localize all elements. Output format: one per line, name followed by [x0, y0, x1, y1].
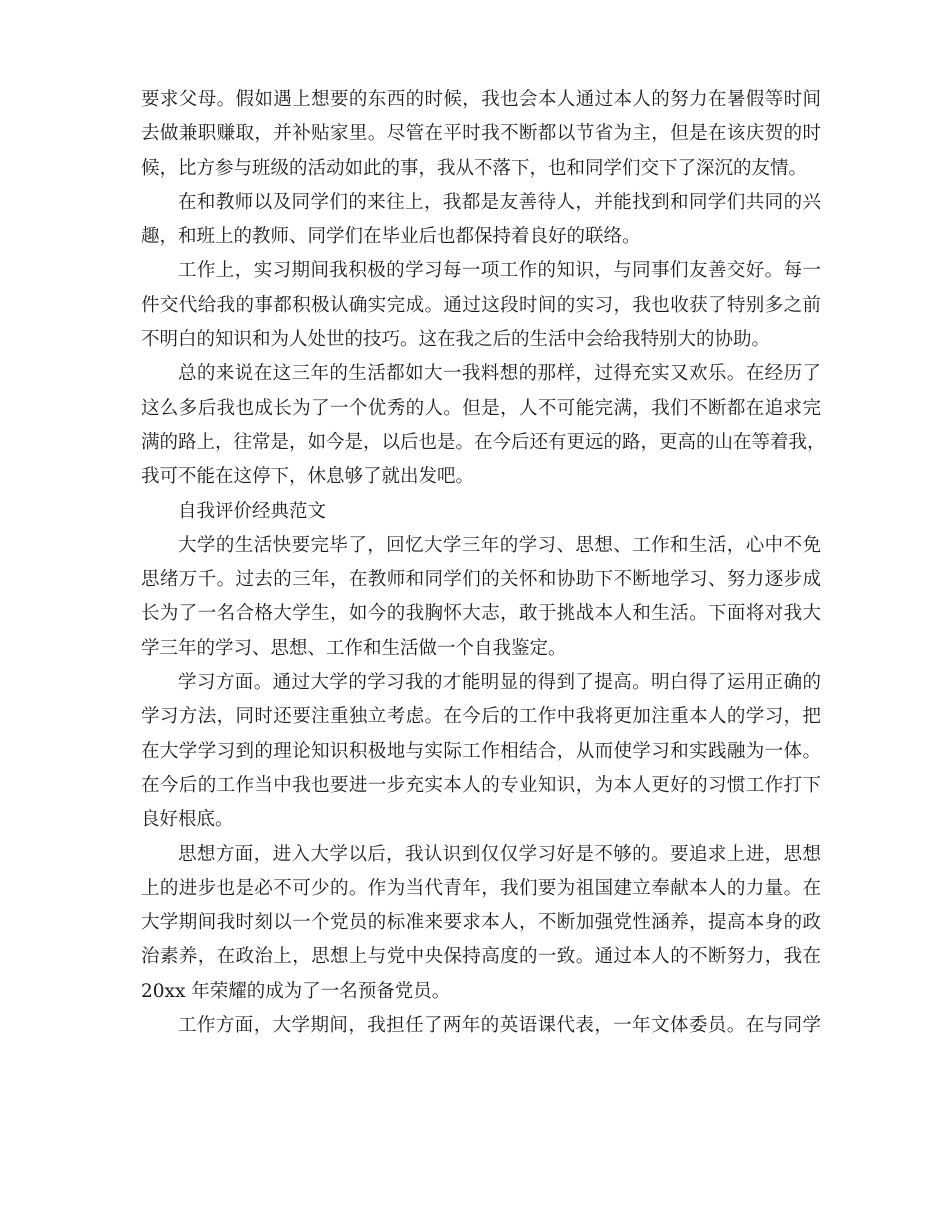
paragraph-start-line: 总的来说在这三年的生活都如大一我料想的那样，过得充实又欢乐。在经历了: [178, 363, 821, 385]
text-line: 在今后的工作当中我也要进一步充实本人的专业知识，为本人更好的习惯工作打下: [141, 774, 821, 796]
body-text: [141, 83, 826, 1043]
text-line: 学三年的学习、思想、工作和生活做一个自我鉴定。: [141, 637, 567, 659]
text-line: 件交代给我的事都积极认确实完成。通过这段时间的实习，我也收获了特别多之前: [141, 294, 821, 316]
text-line: 20xx 年荣耀的成为了一名预备党员。: [141, 980, 451, 1002]
text-line: 候，比方参与班级的活动如此的事，我从不落下，也和同学们交下了深沉的友情。: [141, 157, 808, 179]
paragraph-start-line: 在和教师以及同学们的来往上，我都是友善待人，并能找到和同学们共同的兴: [178, 191, 821, 213]
text-line: 学习方法，同时还要注重独立考虑。在今后的工作中我将更加注重本人的学习，把: [141, 706, 821, 728]
text-line: 满的路上，往常是，如今是，以后也是。在今后还有更远的路，更高的山在等着我，: [141, 431, 826, 453]
section-heading: 自我评价经典范文: [178, 500, 327, 522]
text-line: 在大学学习到的理论知识积极地与实际工作相结合，从而使学习和实践融为一体。: [141, 740, 821, 762]
text-line: 长为了一名合格大学生，如今的我胸怀大志，敢于挑战本人和生活。下面将对我大: [141, 603, 821, 625]
text-line: 上的进步也是必不可少的。作为当代青年，我们要为祖国建立奉献本人的力量。在: [141, 877, 821, 899]
text-line: 去做兼职赚取，并补贴家里。尽管在平时我不断都以节省为主，但是在该庆贺的时: [141, 123, 821, 145]
text-line: 我可不能在这停下，休息够了就出发吧。: [141, 466, 475, 488]
paragraph-start-line: 思想方面，进入大学以后，我认识到仅仅学习好是不够的。要追求上进，思想: [178, 843, 821, 865]
text-line: 要求父母。假如遇上想要的东西的时候，我也会本人通过本人的努力在暑假等时间: [141, 89, 821, 110]
text-line: 良好根底。: [141, 809, 234, 831]
paragraph-start-line: 学习方面。通过大学的学习我的才能明显的得到了提高。明白得了运用正确的: [178, 672, 821, 694]
text-line: 这么多后我也成长为了一个优秀的人。但是，人不可能完满，我们不断都在追求完: [141, 397, 821, 419]
text-line: 治素养，在政治上，思想上与党中央保持高度的一致。通过本人的不断努力，我在: [141, 946, 821, 968]
text-line: 不明白的知识和为人处世的技巧。这在我之后的生活中会给我特别大的协助。: [141, 329, 771, 351]
text-line: 思绪万千。过去的三年，在教师和同学们的关怀和协助下不断地学习、努力逐步成: [141, 569, 821, 591]
text-line: 大学期间我时刻以一个党员的标准来要求本人，不断加强党性涵养，提高本身的政: [141, 912, 821, 934]
text-line: 趣，和班上的教师、同学们在毕业后也都保持着良好的联络。: [141, 226, 641, 248]
paragraph-start-line: 工作上，实习期间我积极的学习每一项工作的知识，与同事们友善交好。每一: [178, 260, 821, 282]
paragraph-start-line: 大学的生活快要完毕了，回忆大学三年的学习、思想、工作和生活，心中不免: [178, 534, 821, 556]
paragraph-start-line: 工作方面，大学期间，我担任了两年的英语课代表，一年文体委员。在与同学: [178, 1015, 821, 1037]
